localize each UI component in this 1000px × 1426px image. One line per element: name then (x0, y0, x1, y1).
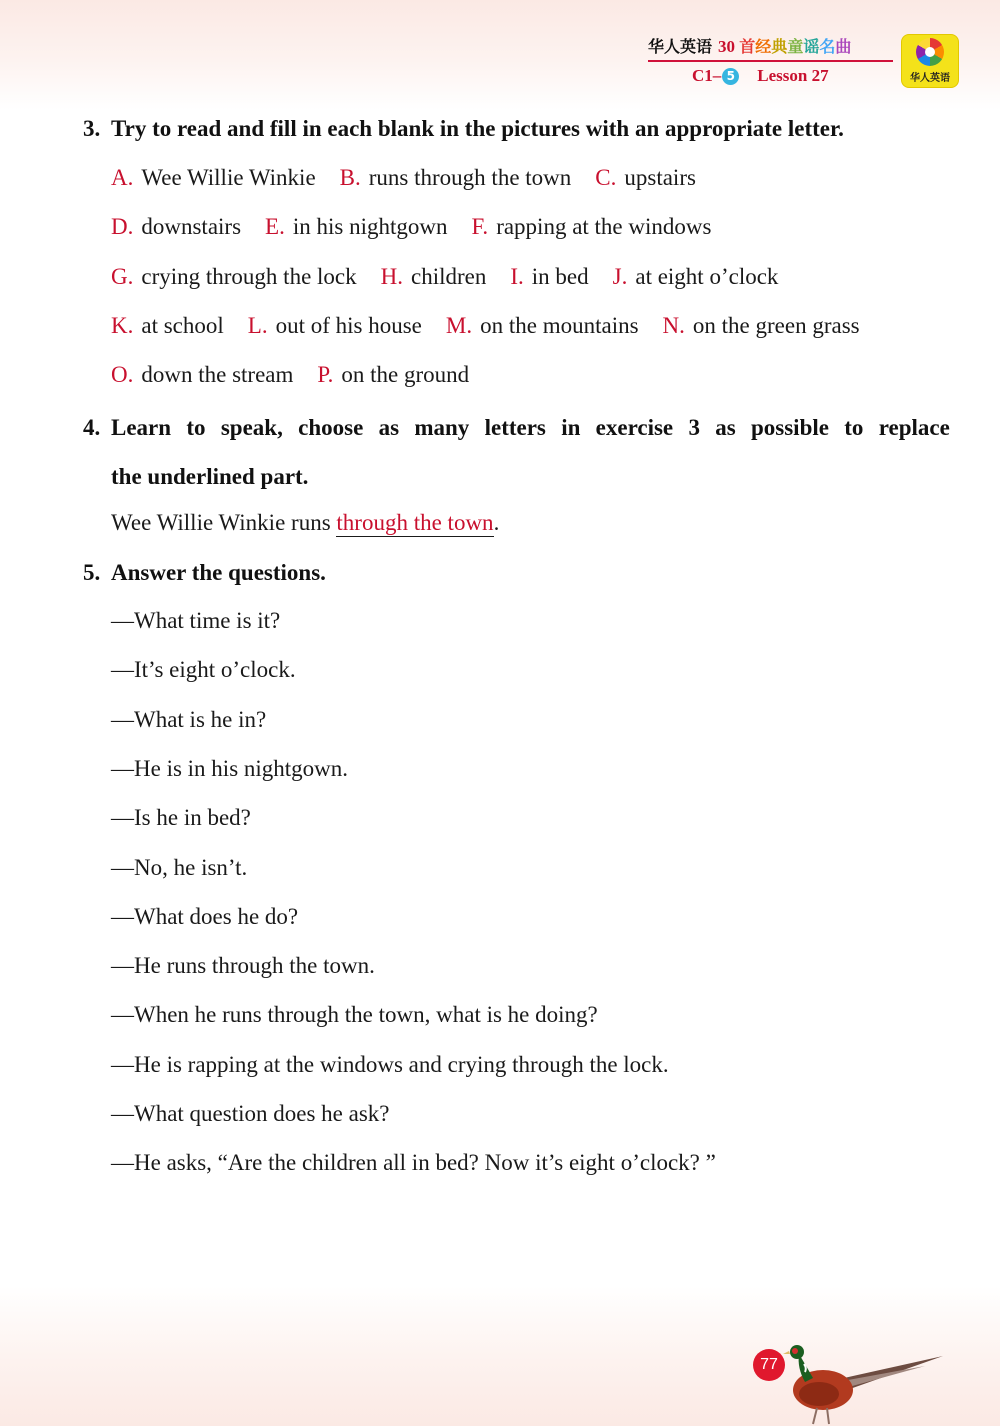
option-row (111, 214, 711, 240)
series-number: 30 (718, 37, 736, 56)
dialogue-line: —He asks, “Are the children all in bed? Now it’s eight o’clock? ” (111, 1150, 716, 1176)
option-text: at eight o’clock (635, 263, 779, 289)
q5-instruction: Answer the questions. (111, 560, 326, 585)
option-letter: E. (265, 214, 285, 240)
dialogue-line: —What does he do? (111, 903, 299, 929)
option-text: children (411, 263, 487, 289)
instruction-word: to (844, 415, 864, 440)
q4-first-word (83, 403, 171, 452)
option-item (265, 214, 447, 239)
option-item (595, 165, 696, 190)
option-item (446, 313, 639, 338)
q4-example-end: . (493, 510, 500, 535)
q4-example (111, 510, 499, 536)
lesson-label (692, 66, 892, 90)
dialogue-line: —When he runs through the town, what is he doing? (111, 1002, 598, 1028)
series-char: 曲 (835, 37, 852, 56)
option-letter: P. (317, 362, 334, 388)
q3-heading (83, 116, 844, 142)
instruction-word: to (186, 415, 206, 440)
instruction-word: 3 (688, 415, 700, 440)
dialogue-line: —He runs through the town. (111, 953, 375, 979)
dialogue-line: —What is he in? (111, 706, 267, 732)
pheasant-icon (775, 1338, 945, 1426)
option-letter: L. (247, 312, 268, 338)
q4-instruction-line1 (83, 403, 950, 452)
course-number-badge: 5 (722, 68, 739, 85)
option-text: Wee Willie Winkie (141, 165, 316, 190)
series-char: 谣 (803, 37, 820, 56)
dialogue-line: —What time is it? (111, 608, 281, 633)
course-code: C1– (692, 66, 722, 85)
option-letter: O. (111, 362, 134, 388)
option-text: in bed (531, 263, 589, 289)
q4-heading (83, 403, 950, 501)
option-row (111, 264, 778, 290)
color-wheel-icon (916, 38, 944, 66)
series-char: 童 (787, 37, 804, 56)
option-letter: M. (445, 312, 473, 338)
series-char: 首 (739, 37, 756, 56)
option-item (510, 264, 588, 289)
option-letter: C. (595, 165, 617, 190)
dialogue-line: —It’s eight o’clock. (111, 657, 296, 683)
option-letter: N. (662, 312, 685, 338)
option-letter: A. (111, 165, 134, 190)
option-text: in his nightgown (292, 214, 448, 240)
option-item (111, 362, 293, 387)
q5-heading (83, 560, 326, 586)
option-item (111, 214, 241, 239)
logo-text: 华人英语 (910, 73, 950, 84)
option-letter: F. (471, 214, 489, 240)
series-chars (739, 37, 851, 56)
option-text: down the stream (141, 362, 294, 388)
option-item (663, 313, 860, 338)
instruction-word: in (561, 415, 581, 440)
option-letter: I. (510, 263, 524, 289)
instruction-word: many (414, 415, 470, 440)
option-item (317, 362, 469, 387)
option-text: on the green grass (692, 312, 860, 338)
option-text: rapping at the windows (496, 214, 712, 240)
option-text: on the ground (341, 362, 470, 388)
option-text: crying through the lock (141, 263, 357, 289)
option-item (471, 214, 711, 239)
brand-name: 华人英语 (648, 37, 713, 56)
option-letter: G. (111, 263, 134, 289)
option-item (111, 313, 224, 338)
brand-logo (902, 35, 958, 87)
dialogue-line: —No, he isn’t. (111, 854, 248, 880)
instruction-word: exercise (595, 415, 674, 440)
q3-number: 3. (83, 116, 101, 141)
option-item (111, 264, 357, 289)
q4-number: 4. (83, 415, 101, 440)
option-letter: D. (111, 214, 134, 240)
option-text: on the mountains (480, 312, 639, 338)
option-row (111, 313, 860, 339)
dialogue-line: —He is rapping at the windows and crying through the lock. (111, 1051, 669, 1077)
option-item (381, 264, 487, 289)
option-letter: K. (111, 312, 134, 338)
dialogue-line: —He is in his nightgown. (111, 755, 349, 781)
option-row (111, 165, 696, 191)
page-number: 77 (753, 1349, 785, 1381)
option-letter: J. (612, 263, 628, 289)
dialogue-line: —What question does he ask? (111, 1101, 390, 1126)
option-letter: B. (339, 165, 361, 190)
series-char: 名 (819, 37, 836, 56)
instruction-word: replace (878, 415, 950, 440)
instruction-word: possible (750, 415, 829, 440)
lesson-title: Lesson 27 (757, 66, 829, 85)
header-rule (648, 60, 893, 62)
option-item (340, 165, 572, 190)
instruction-word: as (378, 415, 400, 440)
dialogue-line: —Is he in bed? (111, 805, 251, 831)
instruction-word: choose (298, 415, 364, 440)
instruction-word: as (715, 415, 736, 440)
instruction-word: speak, (220, 415, 283, 440)
series-char: 经 (755, 37, 772, 56)
option-text: at school (141, 312, 224, 338)
option-text: upstairs (624, 165, 696, 190)
option-item (613, 264, 779, 289)
option-text: downstairs (141, 214, 242, 240)
q4-instruction-line2: the underlined part. (111, 464, 309, 489)
option-text: out of his house (275, 312, 422, 338)
q4-underlined-part: through the town (336, 510, 494, 535)
instruction-word: letters (484, 415, 546, 440)
q3-instruction: Try to read and fill in each blank in the pictures with an appropriate letter. (111, 116, 844, 141)
option-row (111, 362, 469, 388)
option-item (248, 313, 422, 338)
q4-example-text: Wee Willie Winkie runs (111, 510, 337, 535)
series-title (648, 34, 898, 60)
option-letter: H. (380, 263, 404, 289)
q5-number: 5. (83, 560, 101, 585)
instruction-word: Learn (111, 415, 172, 440)
option-text: runs through the town (368, 165, 572, 190)
option-item (111, 165, 316, 190)
series-char: 典 (771, 37, 788, 56)
